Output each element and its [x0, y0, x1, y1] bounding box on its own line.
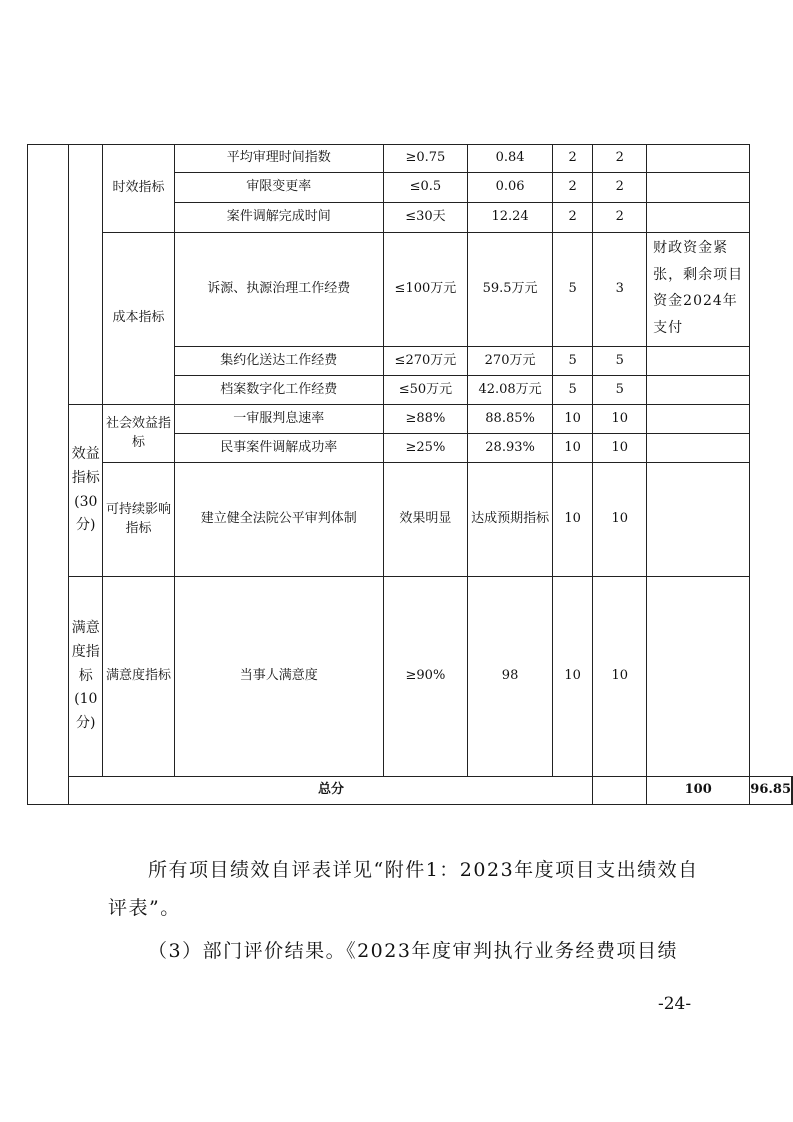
level1-cell: [28, 145, 69, 805]
weight-value: 2: [552, 203, 593, 233]
weight-value: 5: [552, 376, 593, 405]
actual-value: 98: [468, 577, 553, 777]
total-weight: 100: [647, 777, 750, 805]
total-row: [28, 777, 793, 805]
indicator-name: 诉源、执源治理工作经费: [174, 233, 383, 347]
target-value: ≥0.75: [383, 145, 468, 173]
score-value: 10: [593, 463, 647, 577]
cost-label: 成本指标: [103, 233, 175, 405]
actual-value: 12.24: [468, 203, 553, 233]
weight-value: 10: [552, 463, 593, 577]
benefit-label: 效益指标(30分): [69, 405, 103, 577]
table-row: [28, 405, 793, 434]
target-value: ≤100万元: [383, 233, 468, 347]
timeliness-label: 时效指标: [103, 145, 175, 233]
target-value: ≥25%: [383, 434, 468, 463]
target-value: ≤50万元: [383, 376, 468, 405]
score-value: 2: [593, 145, 647, 173]
paragraph-department-evaluation: （3）部门评价结果。《2023年度审判执行业务经费项目绩: [148, 940, 678, 962]
score-value: 2: [593, 173, 647, 203]
total-score: 96.85: [750, 777, 792, 805]
score-value: 3: [593, 233, 647, 347]
weight-value: 2: [552, 173, 593, 203]
actual-value: 0.84: [468, 145, 553, 173]
satisfaction-sub-label: 满意度指标: [103, 577, 175, 777]
note-cell: [647, 577, 750, 777]
level2-cell: [69, 145, 103, 405]
target-value: ≤0.5: [383, 173, 468, 203]
performance-table: [27, 144, 793, 805]
weight-value: 10: [552, 577, 593, 777]
indicator-name: 民事案件调解成功率: [174, 434, 383, 463]
actual-value: 达成预期指标: [468, 463, 553, 577]
indicator-name: 平均审理时间指数: [174, 145, 383, 173]
table-row: [28, 577, 793, 777]
actual-value: 270万元: [468, 347, 553, 376]
social-label: 社会效益指标: [103, 405, 175, 463]
page-number: -24-: [658, 994, 692, 1014]
indicator-name: 建立健全法院公平审判体制: [174, 463, 383, 577]
indicator-name: 当事人满意度: [174, 577, 383, 777]
total-note: [792, 777, 793, 805]
total-actual: [593, 777, 647, 805]
note-cell: [647, 463, 750, 577]
score-value: 5: [593, 376, 647, 405]
sustainable-label: 可持续影响指标: [103, 463, 175, 577]
score-value: 10: [593, 577, 647, 777]
target-value: ≥88%: [383, 405, 468, 434]
note-cell: [647, 434, 750, 463]
target-value: ≤270万元: [383, 347, 468, 376]
indicator-name: 一审服判息速率: [174, 405, 383, 434]
note-cell: [647, 145, 750, 173]
total-label: 总分: [69, 777, 593, 805]
score-value: 5: [593, 347, 647, 376]
weight-value: 5: [552, 233, 593, 347]
note-cell: [647, 405, 750, 434]
indicator-name: 档案数字化工作经费: [174, 376, 383, 405]
indicator-name: 审限变更率: [174, 173, 383, 203]
note-cell: [647, 347, 750, 376]
satisfaction-label: 满意度指标(10分): [69, 577, 103, 777]
weight-value: 10: [552, 405, 593, 434]
actual-value: 59.5万元: [468, 233, 553, 347]
table-row: [28, 145, 793, 173]
target-value: 效果明显: [383, 463, 468, 577]
weight-value: 5: [552, 347, 593, 376]
actual-value: 0.06: [468, 173, 553, 203]
actual-value: 88.85%: [468, 405, 553, 434]
score-value: 2: [593, 203, 647, 233]
indicator-name: 集约化送达工作经费: [174, 347, 383, 376]
note-cell: [647, 376, 750, 405]
target-value: ≥90%: [383, 577, 468, 777]
score-value: 10: [593, 405, 647, 434]
table-row: [28, 233, 793, 347]
actual-value: 42.08万元: [468, 376, 553, 405]
note-cell: [647, 203, 750, 233]
indicator-name: 案件调解完成时间: [174, 203, 383, 233]
note-cell: 财政资金紧张，剩余项目资金2024年支付: [647, 233, 750, 347]
score-value: 10: [593, 434, 647, 463]
paragraph-appendix-reference: 所有项目绩效自评表详见“附件1：2023年度项目支出绩效自评表”。: [108, 859, 699, 919]
actual-value: 28.93%: [468, 434, 553, 463]
weight-value: 10: [552, 434, 593, 463]
note-cell: [647, 173, 750, 203]
table-row: [28, 463, 793, 577]
weight-value: 2: [552, 145, 593, 173]
target-value: ≤30天: [383, 203, 468, 233]
